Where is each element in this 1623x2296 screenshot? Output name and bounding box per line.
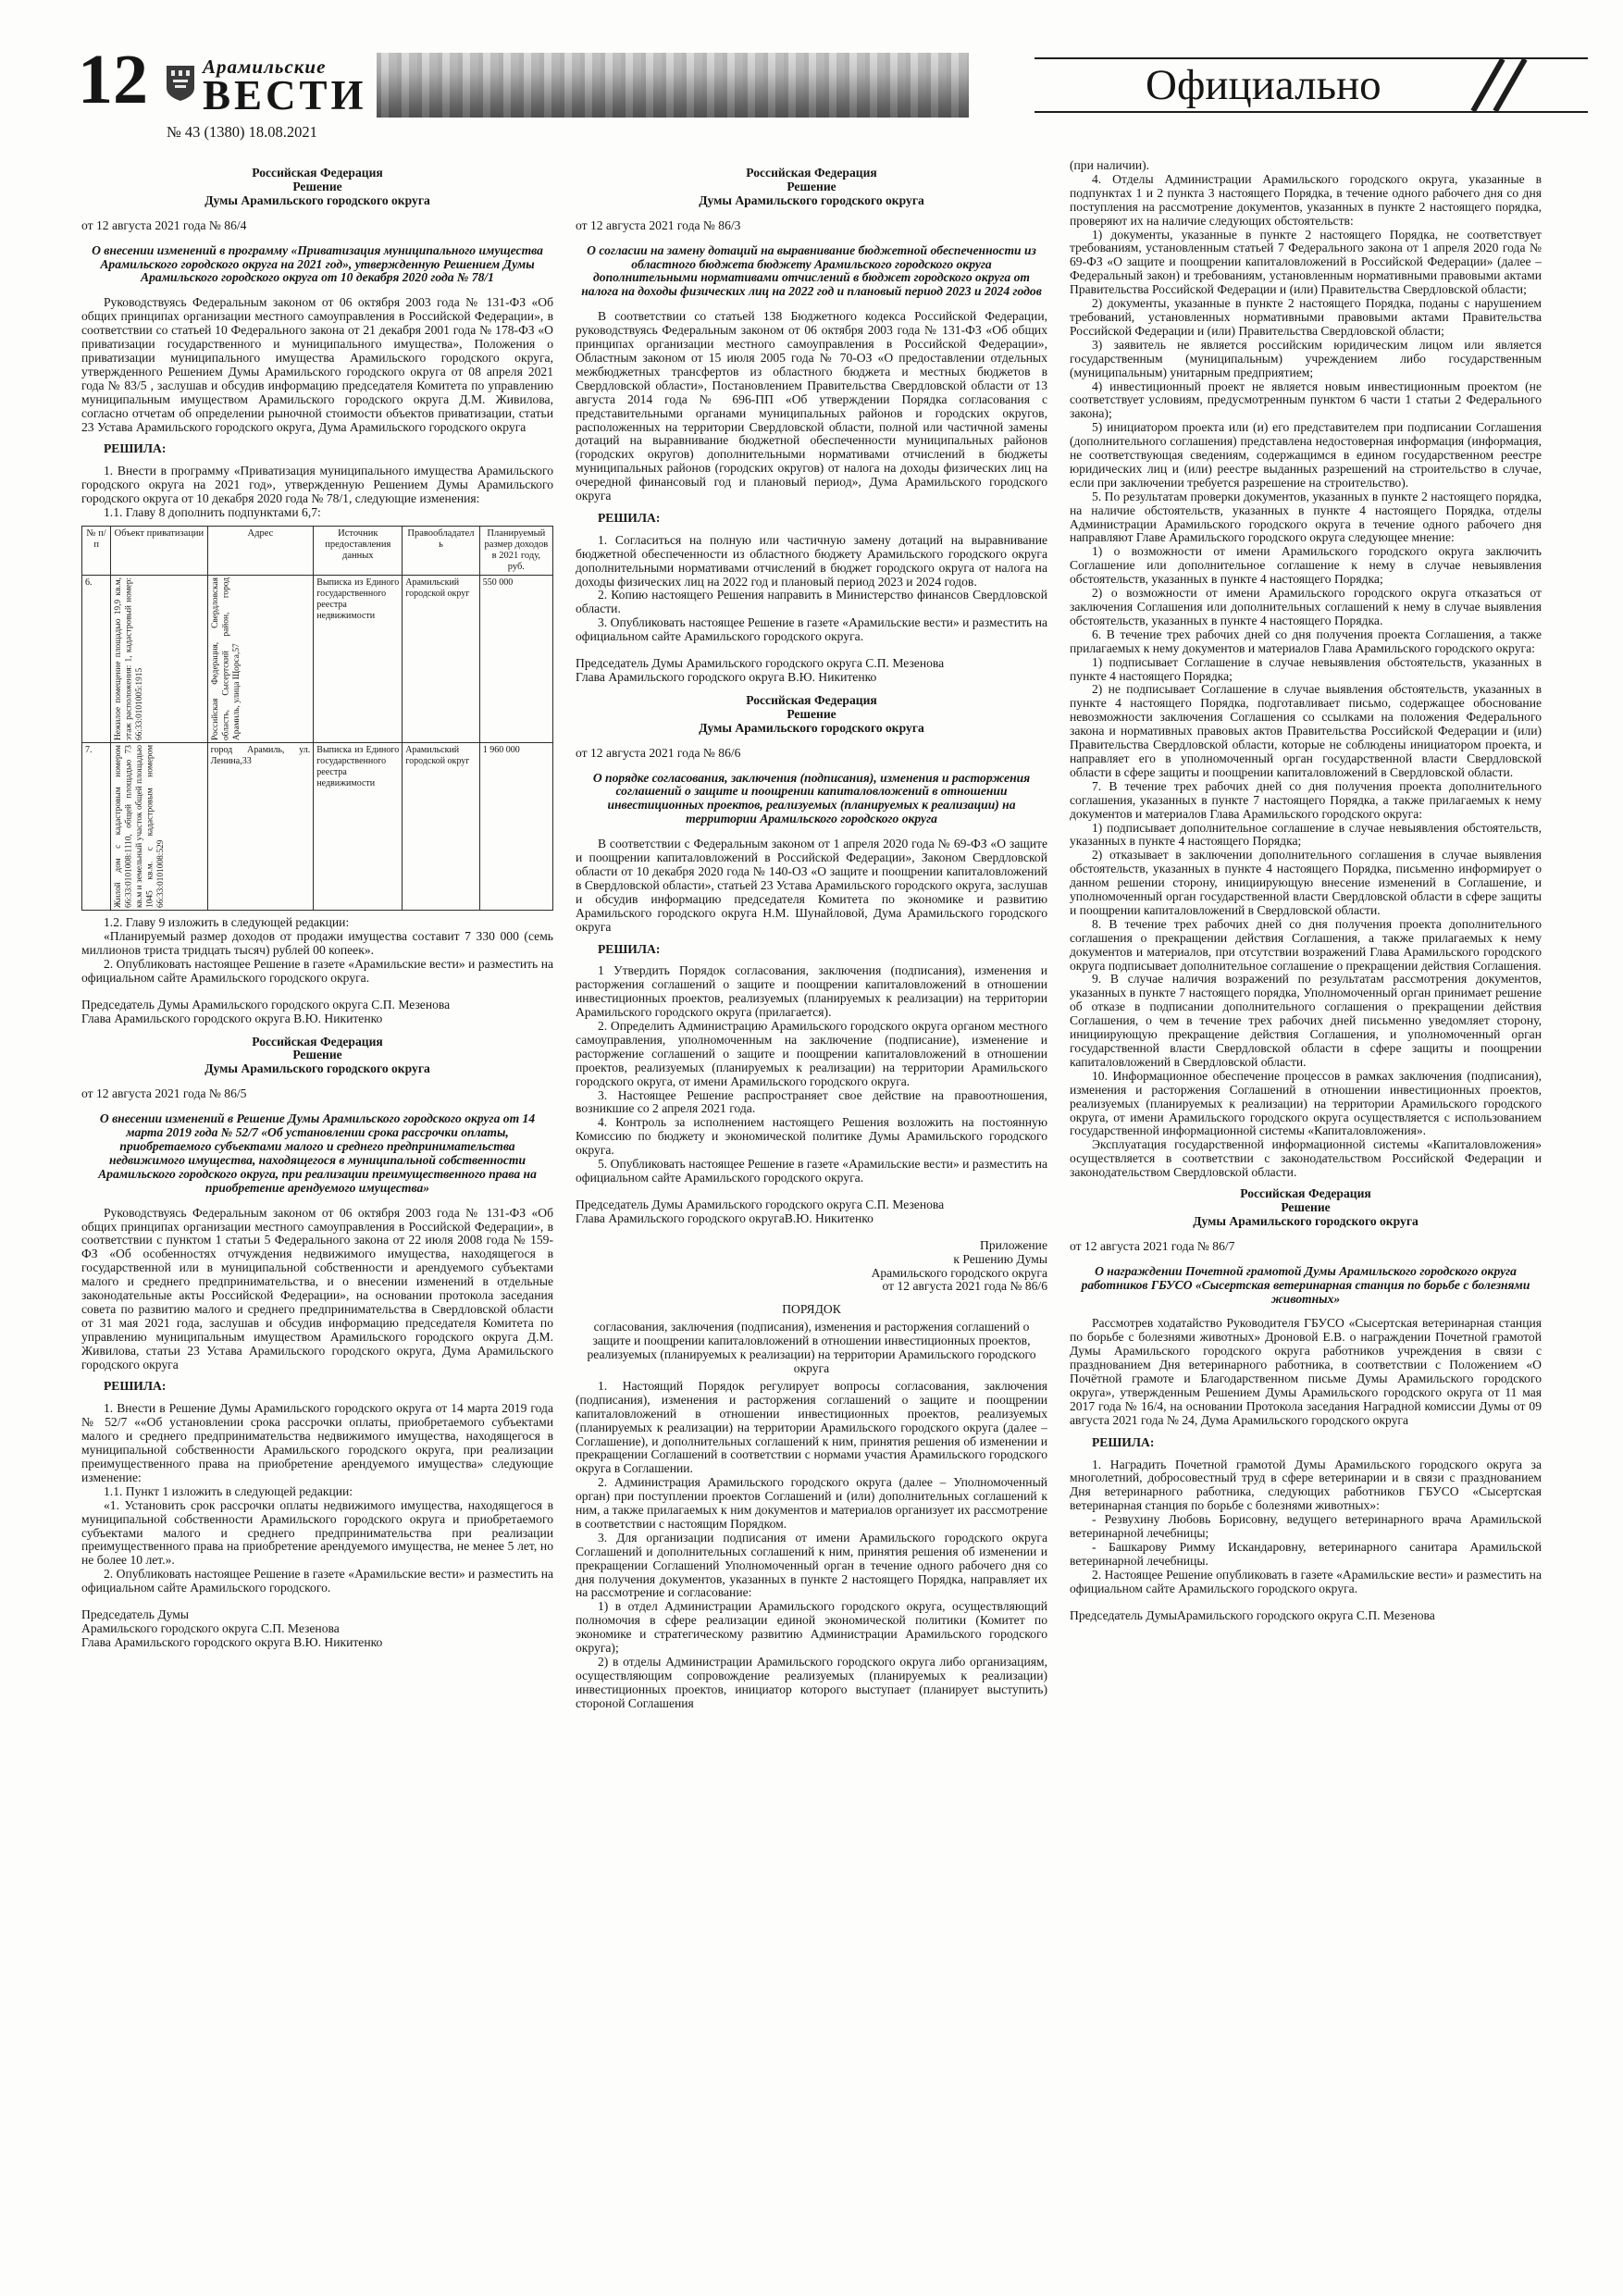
para-block: 1.1. Главу 8 дополнить подпунктами 6,7: bbox=[104, 505, 321, 520]
heading-line: Решение bbox=[292, 1048, 342, 1062]
column-1 bbox=[81, 159, 553, 2260]
sig-line: Арамильского городского округа С.П. Мезенова bbox=[81, 1620, 340, 1635]
para-block: 5. По результатам проверки документов, указанных в пункте 2 настоящего порядка, на наличие обстоятельств, указанных в пункте 4 настоящего Порядка, отделы Администрации Арамильского городского округа в течение одного рабочего дня направляют Главе Арамильского городского округа следующее мнение: bbox=[1070, 489, 1542, 545]
doc-date-86-7: от 12 августа 2021 года № 86/7 bbox=[1070, 1238, 1235, 1253]
para-block: 5. Опубликовать настоящее Решение в газете «Арамильские вести» и разместить на официальном сайте Арамильского городского округа. bbox=[576, 1157, 1047, 1185]
heading-line: Решение bbox=[787, 179, 836, 193]
table-cell bbox=[314, 743, 403, 911]
para-block: 2) не подписывает Соглашение в случае выявления обстоятельств, указанных в пункте 4 настоящего Порядка, подготавливает письмо, содержащее обоснование невозможности заключения Соглашения со ссылками на положения Федерального закона и нормативных правовых актов Правительства Российской Федерации и (или) Правительства Свердловской области, которые не соблюдены инициатором проекта, и направляет его в уполномоченный орган государственной власти Свердловской области в сфере защиты и поощрении капиталовложений в Свердловской области. bbox=[1070, 682, 1542, 779]
resolved-block: РЕШИЛА: bbox=[598, 510, 661, 525]
doc-date-86-4: от 12 августа 2021 года № 86/4 bbox=[81, 217, 247, 232]
para-block: 4) инвестиционный проект не является новым инвестиционным проектом (не соответствует условиям, предусмотренным пунктом 6 части 1 статьи 2 Федерального закона); bbox=[1070, 379, 1542, 421]
table-header-cell: Правообладатель bbox=[403, 526, 479, 575]
heading-line: Российская Федерация bbox=[1240, 1186, 1371, 1201]
heading-line: Решение bbox=[292, 179, 342, 193]
para-block: 1) подписывает дополнительное соглашение в случае невыявления обстоятельств, указанных в пункте 4 настоящего Порядка; bbox=[1070, 820, 1542, 849]
para-block: Рассмотрев ходатайство Руководителя ГБУСО «Сысертская ветеринарная станция по борьбе с болезнями животных» Дроновой Е.В. о награждении Почетной грамотой Думы Арамильского городского округа работников учреждения в связи с празднованием Дня ветеринарного работника, в соответствии с Положением «О Почётной грамоте и Благодарственном письме Думы Арамильского городского округа», утвержденным Решением Думы Арамильского городского округа от 11 мая 2017 года № 16/4, на основании Протокола заседания Наградной комиссии Думы от 09 августа 2021 года № 24, Дума Арамильского городского округа bbox=[1070, 1316, 1542, 1427]
resolved-block: РЕШИЛА: bbox=[598, 941, 661, 956]
cont-block: (при наличии). bbox=[1070, 159, 1150, 172]
para-block: 1) подписывает Соглашение в случае невыявления обстоятельств, указанных в пункте 4 настоящего Порядка; bbox=[1070, 654, 1542, 683]
page-number: 12 bbox=[78, 41, 148, 118]
table-cell bbox=[111, 576, 207, 743]
doc-heading-86-7 bbox=[1070, 1187, 1542, 1229]
heading-line: Российская Федерация bbox=[252, 1034, 383, 1049]
table-cell-vertical-text: Нежилое помещение площадью 19,9 кв.м, этаж расположения: 1, кадастровый номер: 66:33:0101005:1915 bbox=[114, 577, 145, 741]
table-cell-text: Арамильский городской округ bbox=[405, 577, 470, 599]
doc-heading-86-4 bbox=[81, 167, 553, 208]
para-block: 3. Для организации подписания от имени Арамильского городского округа Соглашений и дополнительных соглашений к ним, принятия решения об изменении и прекращении Соглашений Уполномоченный орган в течение одного рабочего дня со дня получения документов, указанных в пункте 2 настоящего Порядка, направляет их на рассмотрение и согласование: bbox=[576, 1530, 1047, 1600]
table-cell-text: Выписка из Единого государственного реестра недвижимости bbox=[316, 745, 400, 788]
table-header-cell: Адрес bbox=[207, 526, 314, 575]
table-cell-vertical-text: Жилой дом с кадастровым номером 66:33:0101008:1110, общей площадью 73 кв.м и земельный участок общей площадью 1045 кв.м. с кадастровым номером 66:33:0101008:529 bbox=[114, 745, 167, 909]
table-cell bbox=[403, 576, 479, 743]
signature-86-3 bbox=[576, 657, 1047, 685]
para-block: Эксплуатация государственной информационной системы «Капиталовложения» осуществляется в соответствии с законодательством Российской Федерации и законодательством Свердловской области. bbox=[1070, 1137, 1542, 1180]
table-header-cell: Источник предоставления данных bbox=[314, 526, 403, 575]
table-cell bbox=[207, 576, 314, 743]
para-block: 1. Наградить Почетной грамотой Думы Арамильского городского округа за многолетний, добросовестный труд в сфере ветеринарии и в связи с празднованием Дня ветеринарного работника, следующих работников ГБУСО «Сысертская ветеринарная станция по борьбе с болезнями животных»: bbox=[1070, 1457, 1542, 1513]
para-block: 9. В случае наличия возражений по результатам рассмотрения документов, указанных в пункте 7 настоящего порядка, Уполномоченный орган принимает решение об отказе в подписании дополнительного соглашения о прекращении действия Соглашения, о чем в течение трех рабочих дней письменно уведомляет сторону, инициирующую прекращение действия Соглашения, и уполномоченный орган государственной власти Свердловской области в сфере защиты и поощрении капиталовложений в Свердловской области. bbox=[1070, 972, 1542, 1069]
doc-date-86-5: от 12 августа 2021 года № 86/5 bbox=[81, 1086, 247, 1101]
poryadok-subtitle: согласования, заключения (подписания), изменения и расторжения соглашений о защите и поощрении капиталовложений в отношении инвестиционных проектов, реализуемых (планируемых к реализации) на территории Арамильского городского округа bbox=[587, 1320, 1036, 1375]
para-block: 2. Опубликовать настоящее Решение в газете «Арамильские вести» и разместить на официальном сайте Арамильского городского. bbox=[81, 1567, 553, 1595]
table-cell bbox=[207, 743, 314, 911]
heading-line: Думы Арамильского городского округа bbox=[204, 1061, 430, 1076]
sig-line: Председатель ДумыАрамильского городского округа С.П. Мезенова bbox=[1070, 1607, 1435, 1622]
slashes-decoration-icon bbox=[1464, 59, 1532, 111]
table-row bbox=[82, 743, 553, 911]
heading-line: Решение bbox=[787, 706, 836, 721]
signature-86-6 bbox=[576, 1198, 1047, 1226]
column-2 bbox=[576, 159, 1047, 2260]
para-block: Руководствуясь Федеральным законом от 06 октября 2003 года № 131-ФЗ «Об общих принципах организации местного самоуправления в Российской Федерации», в соответствии со статьей 10 Федерального закона от 21 декабря 2001 года № 178-ФЗ «О приватизации государственного и муниципального имущества», Положения о приватизации муниципального имущества Арамильского городского округа, утвержденного Решением Думы Арамильского городского округа от 08 апреля 2021 года № 83/5 , заслушав и обсудив информацию председателя Комитета по управлению муниципальным имуществом Арамильского городского округа Д.М. Живилова, согласно отчетам об определении рыночной стоимости объектов приватизации, статьи 23 Устава Арамильского городского округа, Дума Арамильского городского округа bbox=[81, 295, 553, 434]
para-block: 2) о возможности от имени Арамильского городского округа отказаться от заключения Соглашения или дополнительных соглашений к нему в случае выявления обстоятельств, указанных в пункте 4 настоящего Порядка. bbox=[1070, 586, 1542, 627]
table-cell-vertical-text: Российская Федерация, Свердловская область, Сысертский район, город Арамиль, улица Щорса,57 bbox=[210, 577, 242, 741]
table-cell bbox=[111, 743, 207, 911]
doc-date-86-3: от 12 августа 2021 года № 86/3 bbox=[576, 217, 741, 232]
para-block: 1. Внести в программу «Приватизация муниципального имущества Арамильского городского округа на 2021 год», утвержденную Решением Думы Арамильского городского округа от 10 декабря 2020 года № 78/1, следующие изменения: bbox=[81, 464, 553, 506]
doc-heading-86-6 bbox=[576, 694, 1047, 736]
city-emblem-icon bbox=[165, 64, 196, 107]
sig-line: Председатель Думы Арамильского городского округа С.П. Мезенова bbox=[576, 656, 945, 671]
para-block: 1. Согласиться на полную или частичную замену дотаций на выравнивание бюджетной обеспеченности из областного бюджету Арамильского городского округа дополнительными нормативами отчислений в бюджет городского округа от налога на доходы физических лиц на 2022 год и плановый период 2023 и 2024 годов. bbox=[576, 532, 1047, 589]
para-block: 1. Внести в Решение Думы Арамильского городского округа от 14 марта 2019 года № 52/7 ««Об установлении срока рассрочки оплаты, приобретаемого субъектами малого и среднего предпринимательства недвижимого имущества, находящегося в муниципальной собственности Арамильского городского округа, при реализации преимущественного права на приобретение арендуемого имущества» следующие изменение: bbox=[81, 1401, 553, 1484]
para-block: 3) заявитель не является российским юридическим лицом или является государственным (муниципальным) учреждением либо государственным (муниципальным) унитарным предприятием; bbox=[1070, 337, 1542, 379]
para-block: 1. Настоящий Порядок регулирует вопросы согласования, заключения (подписания), изменения и расторжения соглашений о защите и поощрении капиталовложений в отношении инвестиционных проектов, реализуемых (планируемых к реализации) на территории Арамильского городского округа (далее – Соглашение), и дополнительных соглашений к ним, принятия решения об изменении и прекращении Соглашений в соответствии с нормами участия Арамильского городского округа в Соглашении. bbox=[576, 1378, 1047, 1476]
sig-line: Глава Арамильского городского округа В.Ю. Никитенко bbox=[81, 1011, 383, 1025]
sig-line: Глава Арамильского городского округа В.Ю. Никитенко bbox=[576, 670, 877, 684]
heading-line: Думы Арамильского городского округа bbox=[204, 192, 430, 207]
para-block: 2) документы, указанные в пункте 2 настоящего Порядка, поданы с нарушением требований, установленных нормативными правовыми актами Правительства Российской Федерации и (или) Правительства Свердловской области; bbox=[1070, 296, 1542, 338]
poryadok-title: ПОРЯДОК bbox=[782, 1302, 841, 1317]
table-header-cell: Объект приватизации bbox=[111, 526, 207, 575]
attachment-line: к Решению Думы bbox=[953, 1251, 1047, 1266]
masthead bbox=[165, 52, 969, 118]
table-cell bbox=[479, 576, 552, 743]
sig-line: Глава Арамильского городского округаВ.Ю. Никитенко bbox=[576, 1210, 873, 1225]
para-block: 4. Отделы Администрации Арамильского городского округа, указанные в подпунктах 1 и 2 пункта 3 настоящего Порядка, в течение одного рабочего дня со дня поступления на рассмотрение документов, указанных в пункте 2 настоящего порядка, проверяют их на наличие следующих обстоятельств: bbox=[1070, 171, 1542, 228]
heading-line: Российская Федерация bbox=[252, 166, 383, 180]
masthead-line2: ВЕСТИ bbox=[203, 71, 367, 118]
doc-date-86-6: от 12 августа 2021 года № 86/6 bbox=[576, 745, 741, 760]
attachment-line: Арамильского городского округа bbox=[871, 1265, 1047, 1280]
signature-86-4 bbox=[81, 999, 553, 1026]
para-block: 6. В течение трех рабочих дней со дня получения проекта Соглашения, а также прилагаемых к нему документов и материалов Глава Арамильского городского округа: bbox=[1070, 627, 1542, 655]
heading-line: Думы Арамильского городского округа bbox=[699, 720, 924, 735]
doc-title-86-6: О порядке согласования, заключения (подписания), изменения и расторжения соглашений о защите и поощрении капиталовложений в отношении инвестиционных проектов, реализуемых (планируемых к реализации) на территории Арамильского городского округа bbox=[592, 770, 1031, 826]
para-block: «Планируемый размер доходов от продажи имущества составит 7 330 000 (семь миллионов триста тридцать тысяч) рублей 00 копеек». bbox=[81, 929, 553, 957]
para-block: 2. Опубликовать настоящее Решение в газете «Арамильские вести» и разместить на официальном сайте Арамильского городского округа. bbox=[81, 956, 553, 985]
table-cell bbox=[82, 743, 111, 911]
table-cell-text: город Арамиль, ул. Ленина,33 bbox=[210, 745, 311, 766]
para-block: 1 Утвердить Порядок согласования, заключения (подписания), изменения и расторжения соглашений о защите и поощрении капиталовложений в отношении инвестиционных проектов, реализуемых (планируемых к реализации) на территории Арамильского городского округа (прилагается). bbox=[576, 963, 1047, 1020]
issue-number: № 43 (1380) 18.08.2021 bbox=[167, 123, 317, 141]
table-cell bbox=[314, 576, 403, 743]
table-cell bbox=[82, 576, 111, 743]
heading-line: Российская Федерация bbox=[746, 692, 877, 707]
heading-line: Российская Федерация bbox=[746, 166, 877, 180]
doc-title-86-5: О внесении изменений в Решение Думы Арамильского городского округа от 14 марта 2019 года № 52/7 «Об установлении срока рассрочки оплаты, приобретаемого субъектами малого и среднего предпринимательства недвижимого имущества, находящегося в муниципальной собственности Арамильского городского округа, при реализации преимущественного права на приобретение арендуемого имущества» bbox=[98, 1111, 537, 1195]
section-title: Официально bbox=[1146, 60, 1381, 109]
para-block: 2. Настоящее Решение опубликовать в газете «Арамильские вести» и разместить на официальном сайте Арамильского городского округа. bbox=[1070, 1567, 1542, 1595]
para-block: 1) в отдел Администрации Арамильского городского округа, осуществляющий полномочия в сфере реализации единой экономической политики (Комитет по экономике и стратегическому развитию Администрации Арамильского городского округа); bbox=[576, 1599, 1047, 1656]
page-content bbox=[81, 159, 1542, 2260]
masthead-photo bbox=[377, 53, 969, 118]
table-cell-text: Выписка из Единого государственного реестра недвижимости bbox=[316, 577, 400, 621]
para-block: 3. Настоящее Решение распространяет свое действие на правоотношения, возникшие со 2 апреля 2021 года. bbox=[576, 1087, 1047, 1116]
para-block: В соответствии с Федеральным законом от 1 апреля 2020 года № 69-ФЗ «О защите и поощрении капиталовложений в Российской Федерации», Законом Свердловской области от 10 декабря 2020 года № 140-ОЗ «О защите и поощрении капиталовложений в Свердловской области», статьей 23 Устава Арамильского городского округа, заслушав и обсудив информацию председателя Комитета по экономике и развитию Арамильского городского округа Н.М. Шунайловой, Дума Арамильского городского округа bbox=[576, 837, 1047, 934]
table-cell bbox=[403, 743, 479, 911]
signature-86-5 bbox=[81, 1608, 553, 1650]
para-block: 1) о возможности от имени Арамильского городского округа заключить Соглашение или дополнительное соглашение к нему в случае невыявления обстоятельств, указанных в пункте 4 настоящего Порядка; bbox=[1070, 544, 1542, 587]
table-cell-text: Арамильский городской округ bbox=[405, 745, 470, 766]
doc-title-86-3: О согласии на замену дотаций на выравнивание бюджетной обеспеченности из областного бюджета бюджету Арамильского городского округа дополнительными нормативами отчислений в бюджет городского округа от налога на доходы физических лиц на 2022 год и плановый период 2023 и 2024 годов bbox=[581, 242, 1042, 299]
para-block: - Резвухину Любовь Борисовну, ведущего ветеринарного врача Арамильской ветеринарной лечебницы; bbox=[1070, 1512, 1542, 1541]
signature-86-7 bbox=[1070, 1609, 1542, 1623]
attachment-line: от 12 августа 2021 года № 86/6 bbox=[882, 1279, 1047, 1294]
table-cell bbox=[479, 743, 552, 911]
table-cell-text: 7. bbox=[85, 745, 93, 756]
table-header-cell: № п/п bbox=[82, 526, 111, 575]
heading-line: Думы Арамильского городского округа bbox=[1193, 1213, 1419, 1228]
doc-heading-86-3 bbox=[576, 167, 1047, 208]
para-block: 2) в отделы Администрации Арамильского городского округа либо организациям, осуществляющим сопровождение реализуемых (планируемых к реализации) инвестиционных проектов, инициатор которого выступает (планирует выступить) стороной Соглашения bbox=[576, 1655, 1047, 1710]
resolved-block: РЕШИЛА: bbox=[1092, 1434, 1155, 1449]
para-block: 2. Копию настоящего Решения направить в Министерство финансов Свердловской области. bbox=[576, 588, 1047, 616]
para-block: 2. Определить Администрацию Арамильского городского округа органом местного самоуправления, уполномоченным на заключение (подписание), изменение и расторжение соглашений о защите и поощрении капиталовложений в отношении проектов, реализуемых (планируемых к реализации) на территории Арамильского городского округа, от имени Арамильского городского округа. bbox=[576, 1019, 1047, 1088]
table-cell-text: 550 000 bbox=[482, 577, 514, 589]
table-cell-text: 1 960 000 bbox=[482, 745, 520, 756]
para-block: 1.2. Главу 9 изложить в следующей редакции: bbox=[104, 915, 350, 930]
para-block: 1.1. Пункт 1 изложить в следующей редакции: bbox=[104, 1483, 353, 1498]
heading-line: Думы Арамильского городского округа bbox=[699, 192, 924, 207]
section-header bbox=[1035, 57, 1588, 113]
para-block: 8. В течение трех рабочих дней со дня получения проекта дополнительного соглашения о прекращении действия Соглашения, а также прилагаемых к нему документов и материалов, при отсутствии возражений Глава Арамильского городского округа подписывает дополнительное соглашение о прекращении действия Соглашения. bbox=[1070, 916, 1542, 973]
masthead-logo bbox=[203, 56, 367, 116]
para-block: 7. В течение трех рабочих дней со дня получения проекта дополнительного соглашения, указанных в пункте 7 настоящего Порядка, а также прилагаемых к нему документов и материалов Глава Арамильского городского округа: bbox=[1070, 778, 1542, 821]
para-block: 2. Администрация Арамильского городского округа (далее – Уполномоченный орган) при поступлении проектов Соглашений и (или) дополнительных соглашений к ним, а также прилагаемых к ним документов и материалов организует их рассмотрение в соответствии с настоящим Порядком. bbox=[576, 1475, 1047, 1531]
para-block: 2) отказывает в заключении дополнительного соглашения в случае выявления обстоятельств, указанных в пункте 4 настоящего Порядка, письменно информирует о данном решении сторону, инициирующую внесение изменений в Соглашение, и уполномоченный орган государственной власти Свердловской области в сфере защиты и поощрении капиталовложений в Свердловской области. bbox=[1070, 848, 1542, 917]
para-block: Руководствуясь Федеральным законом от 06 октября 2003 года № 131-ФЗ «Об общих принципах организации местного самоуправления в Российской Федерации», в соответствии с пунктом 1 статьи 5 Федерального закона от 22 июля 2008 года № 159-ФЗ «Об особенностях отчуждения недвижимого имущества, находящегося в государственной или в муниципальной собственности и арендуемого субъектами малого и среднего предпринимательства, и о внесении изменений в отдельные законодательные акты Российской Федерации», на основании протокола заседания совета по развитию малого и среднего предпринимательства в Свердловской области от 31 мая 2021 года, заслушав и обсудив информацию председателя Комитета по управлению муниципальным имуществом Арамильского городского округа Д.М. Живилова, статьи 23 Устава Арамильского городского округа, Дума Арамильского городского округа bbox=[81, 1205, 553, 1371]
table-row bbox=[82, 576, 553, 743]
attachment-ref bbox=[576, 1239, 1047, 1295]
para-block: «1. Установить срок рассрочки оплаты недвижимого имущества, находящегося в муниципальной собственности Арамильского городского округа и приобретаемого субъектами малого и среднего предпринимательства при реализации преимущественного права на приобретение арендуемого имущества, не менее 5 лет, но не более 10 лет.». bbox=[81, 1497, 553, 1568]
table-header-row bbox=[82, 526, 553, 575]
sig-line: Председатель Думы bbox=[81, 1607, 190, 1622]
para-block: 1) документы, указанные в пункте 2 настоящего Порядка, не соответствует требованиям, установленным статьей 7 Федерального закона от 1 апреля 2020 года № 69-ФЗ «О защите и поощрении капиталовложений в Российской Федерации» (далее – Федеральный закон) и требованиям, установленным нормативными правовыми актами Правительства Российской Федерации и (или) Правительства Свердловской области; bbox=[1070, 227, 1542, 297]
para-block: - Башкарову Римму Искандаровну, ветеринарного санитара Арамильской ветеринарной лечебницы. bbox=[1070, 1540, 1542, 1568]
table-cell-text: 6. bbox=[85, 577, 93, 589]
doc-heading-86-5 bbox=[81, 1036, 553, 1077]
resolved-block: РЕШИЛА: bbox=[104, 1379, 167, 1394]
para-block: 10. Информационное обеспечение процессов в рамках заключения (подписания), изменения и расторжения Соглашений в отношении инвестиционных проектов, реализуемых (планируемых к реализации) на территории Арамильского городского округа, от имени Арамильского городского округа осуществляется с использованием государственной информационной системы «Капиталовложения». bbox=[1070, 1068, 1542, 1138]
heading-line: Решение bbox=[1281, 1199, 1331, 1214]
para-block: 5) инициатором проекта или (и) его представителем при подписании Соглашения (дополнительного соглашения) представлена недостоверная информация (информация, не соответствующая сведениям, содержащимся в едином государственном реестре юридических лиц и (или) реестре выданных разрешений на строительство в случае, если при заключении требуется разрешение на строительство). bbox=[1070, 420, 1542, 490]
attachment-line: Приложение bbox=[980, 1237, 1047, 1252]
para-block: В соответствии со статьей 138 Бюджетного кодекса Российской Федерации, руководствуясь Федеральным законом от 06 октября 2003 года № 131-ФЗ «Об общих принципах организации местного самоуправления в Российской Федерации», Областным законом от 15 июля 2005 года № 70-ОЗ «О предоставлении отдельных межбюджетных трансфертов из областного бюджета и местных бюджетов в Свердловской области», Постановлением Правительства Свердловской области от 13 августа 2014 года № 696-ПП «Об утверждении Порядка согласования с представительными органами муниципальных районов и городских округов, расположенных на территории Свердловской области, полной или частичной замены дотаций на выравнивание бюджетной обеспеченности муниципальных районов (городских округов) дополнительными нормативами отчислений в бюджеты муниципальных районов (городских округов) от налога на доходы физических лиц на очередной финансовый год и плановый период», Дума Арамильского городского округа bbox=[576, 309, 1047, 503]
sig-line: Председатель Думы Арамильского городского округа С.П. Мезенова bbox=[576, 1197, 945, 1211]
para-block: 3. Опубликовать настоящее Решение в газете «Арамильские вести» и разместить на официальном сайте Арамильского городского округа. bbox=[576, 615, 1047, 644]
resolved-block: РЕШИЛА: bbox=[104, 441, 167, 456]
sig-line: Глава Арамильского городского округа В.Ю. Никитенко bbox=[81, 1634, 383, 1649]
privatization-table bbox=[81, 526, 553, 911]
column-3 bbox=[1070, 159, 1542, 2260]
masthead-line1: Арамильские bbox=[203, 55, 327, 78]
para-block: 4. Контроль за исполнением настоящего Решения возложить на постоянную Комиссию по бюджету и экономической политике Думы Арамильского городского округа. bbox=[576, 1115, 1047, 1158]
sig-line: Председатель Думы Арамильского городского округа С.П. Мезенова bbox=[81, 997, 451, 1011]
table-header-cell: Планируемый размер доходов в 2021 году, руб. bbox=[479, 526, 552, 575]
doc-title-86-4: О внесении изменений в программу «Приватизация муниципального имущества Арамильского городского округа на 2021 год», утвержденную Решением Думы Арамильского городского округа от 10 декабря 2020 года № 78/1 bbox=[92, 242, 543, 285]
doc-title-86-7: О награждении Почетной грамотой Думы Арамильского городского округа работников ГБУСО «Сысертская ветеринарная станция по борьбе с болезнями животных» bbox=[1081, 1263, 1530, 1306]
